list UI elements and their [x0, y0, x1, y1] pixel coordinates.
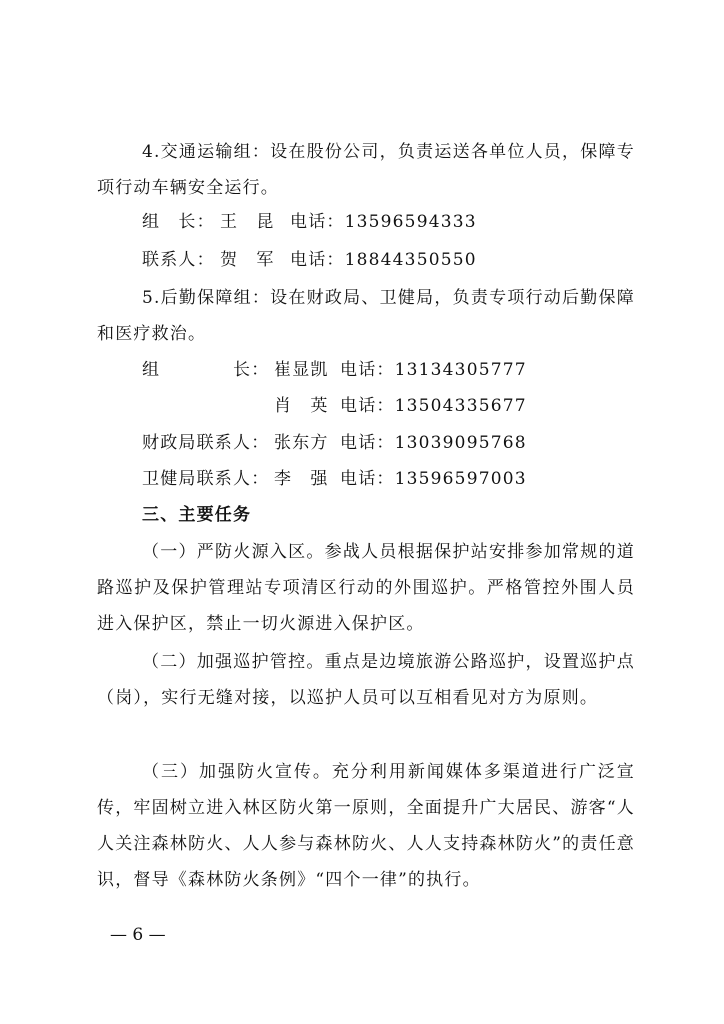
task-body: 重点是边境旅游公路巡护，设置巡护点（岗），实行无缝对接，以巡护人员可以互相看见对方为原则。	[97, 652, 636, 708]
contact-label: 联系人：	[142, 250, 215, 270]
health-contact-label: 卫健局联系人：	[142, 469, 270, 489]
health-contact-line	[142, 467, 527, 491]
logistics-group-paragraph: 5.后勤保障组：设在财政局、卫健局，负责专项行动后勤保障和医疗救治。	[97, 288, 635, 344]
transport-group-paragraph: 4.交通运输组：设在股份公司，负责运送各单位人员，保障专项行动车辆安全运行。	[97, 142, 635, 198]
contact-phone: 电话：18844350550	[290, 250, 477, 270]
transport-leader-line	[142, 210, 477, 234]
finance-contact-label: 财政局联系人：	[142, 433, 270, 453]
finance-contact-phone: 电话：13039095768	[340, 433, 527, 453]
task-paragraph-3	[97, 754, 635, 898]
logistics-leader-phone: 电话：13504335677	[340, 396, 527, 416]
contact-name: 贺 军	[220, 250, 275, 270]
section-heading: 三、主要任务	[142, 505, 252, 525]
health-contact-name: 李 强	[274, 469, 329, 489]
leader-label: 组 长：	[142, 212, 215, 232]
logistics-leader-name: 崔显凯	[274, 360, 329, 380]
task-lead: （二）加强巡护管控。	[142, 652, 325, 672]
logistics-leader-label: 组 长：	[142, 360, 270, 380]
page-number: — 6 —	[110, 925, 166, 945]
task-lead: （三）加强防火宣传。	[142, 762, 332, 782]
task-lead: （一）严防火源入区。	[142, 542, 325, 562]
logistics-leader-phone: 电话：13134305777	[340, 360, 527, 380]
task-body: 充分利用新闻媒体多渠道进行广泛宣传，牢固树立进入林区防火第一原则，全面提升广大居民、游客“人人关注森林防火、人人参与森林防火、人人支持森林防火”的责任意识，督导《森林防火条例》“四个一律”的执行。	[97, 762, 635, 890]
finance-contact-name: 张东方	[274, 433, 329, 453]
finance-contact-line	[142, 431, 527, 455]
logistics-leader-name: 肖 英	[274, 396, 329, 416]
task-paragraph-1	[97, 534, 635, 642]
health-contact-phone: 电话：13596597003	[340, 469, 527, 489]
logistics-leader-line-1	[142, 358, 527, 382]
task-paragraph-2	[97, 644, 635, 716]
leader-name: 王 昆	[220, 212, 275, 232]
task-body: 参战人员根据保护站安排参加常规的道路巡护及保护管理站专项清区行动的外围巡护。严格管控外围人员进入保护区，禁止一切火源进入保护区。	[97, 542, 636, 634]
transport-contact-line	[142, 248, 477, 272]
logistics-leader-line-2	[274, 394, 527, 418]
leader-phone: 电话：13596594333	[290, 212, 477, 232]
